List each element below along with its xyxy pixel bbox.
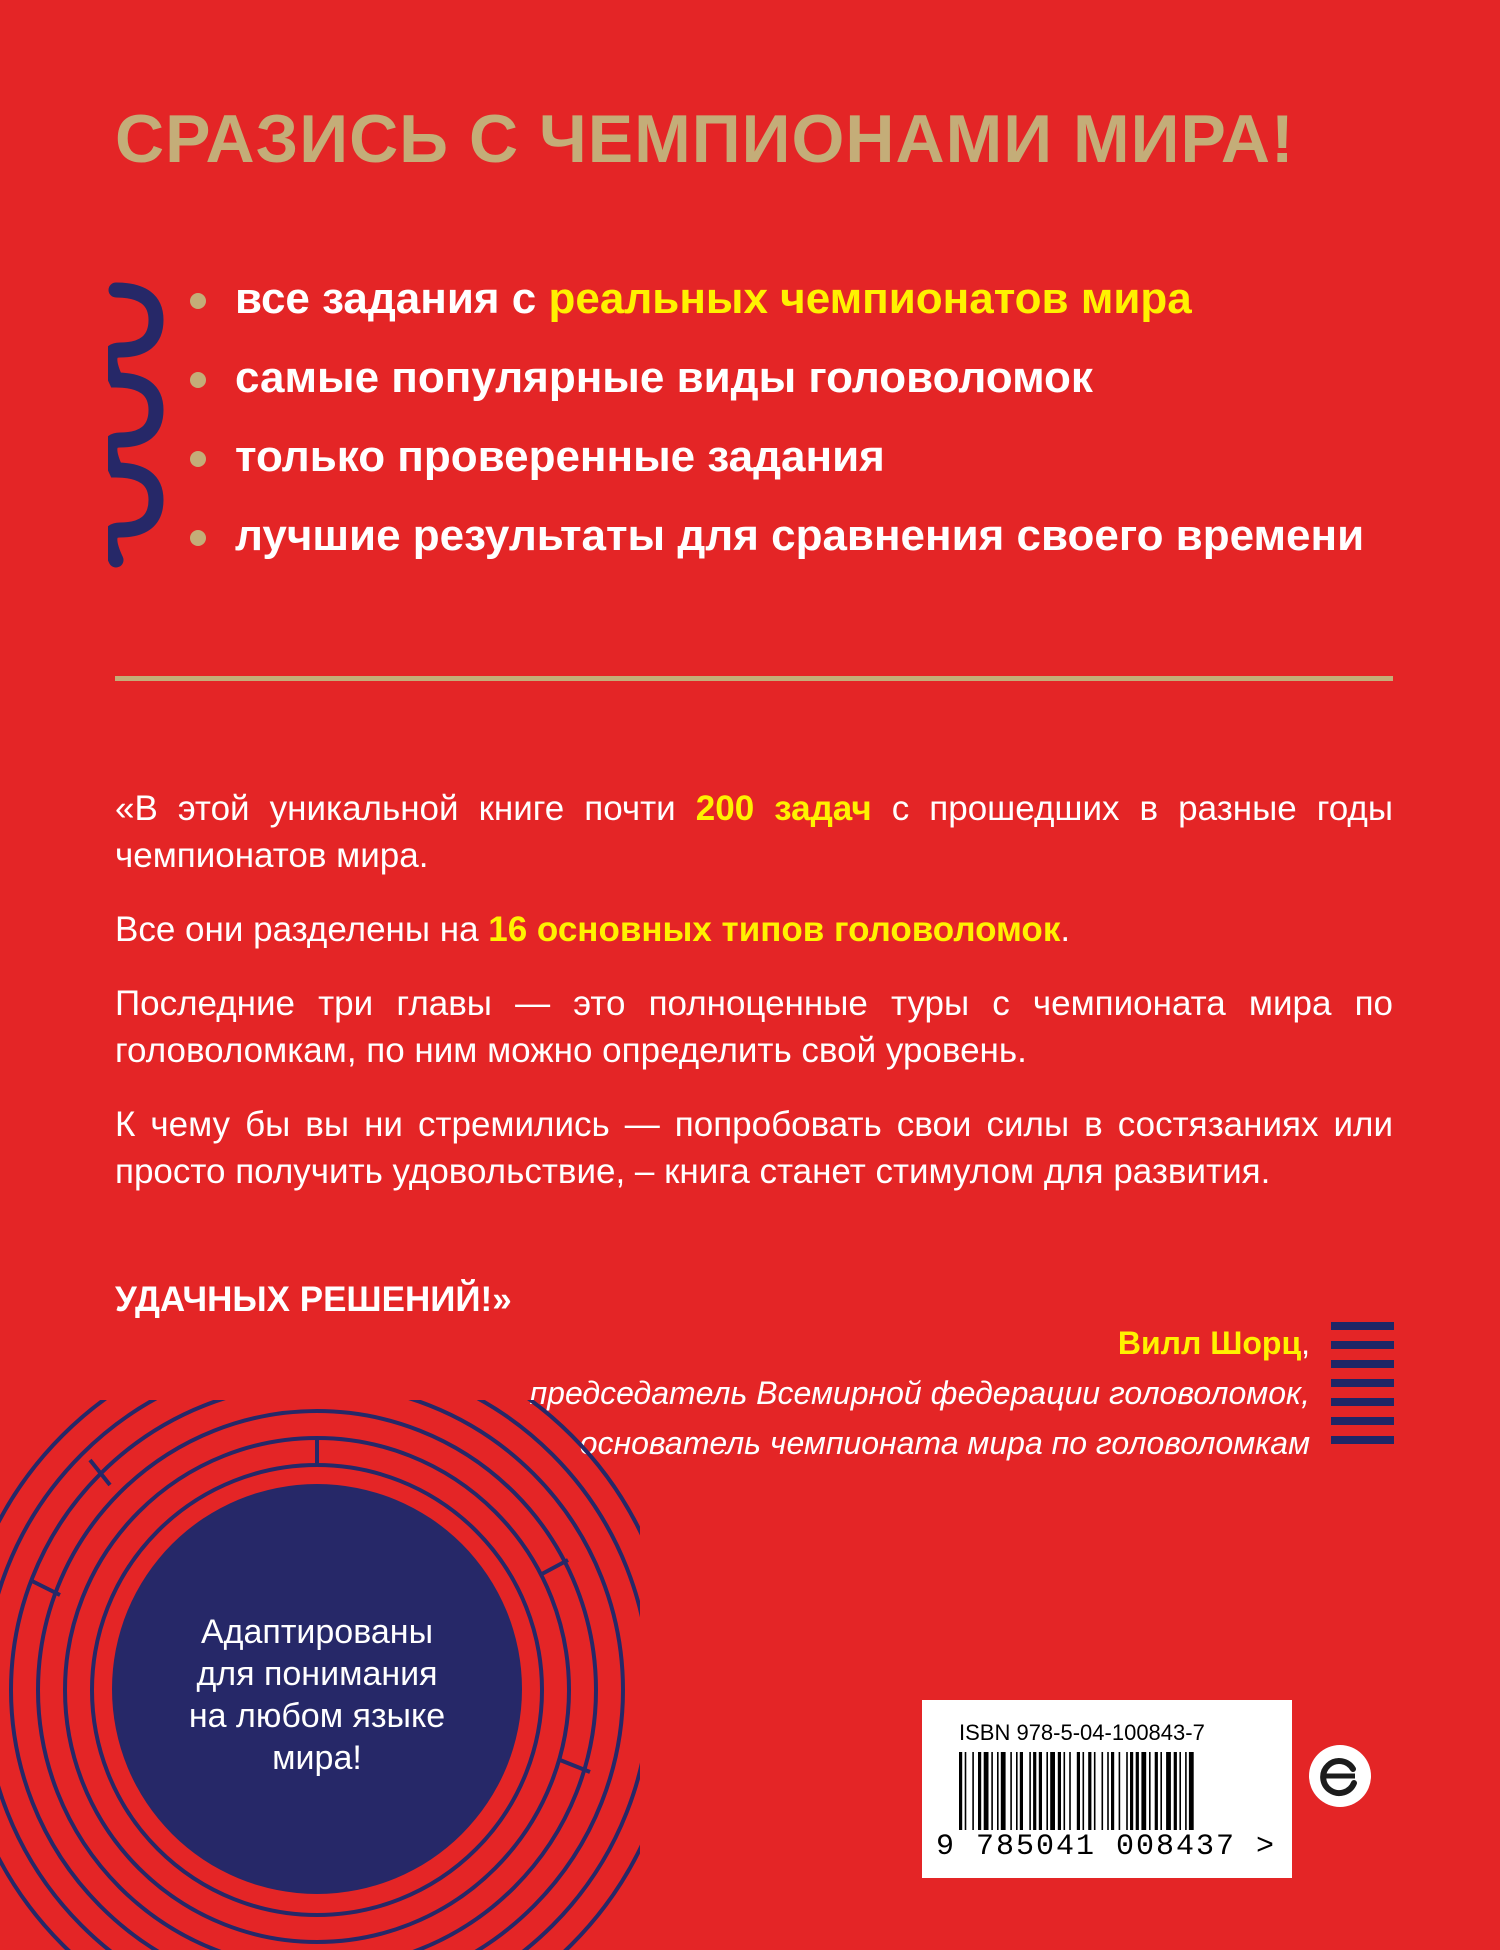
isbn-barcode-block: [922, 1700, 1292, 1878]
bullet-dot-icon: [190, 293, 206, 309]
info-badge: Адаптированы для понимания на любом языке мира!: [112, 1484, 522, 1894]
author-role: председатель Всемирной федерации головоломок,: [529, 1375, 1310, 1411]
page-title: СРАЗИСЬ С ЧЕМПИОНАМИ МИРА!: [115, 101, 1295, 177]
bullet-dot-icon: [190, 451, 206, 467]
isbn-label: ISBN 978-5-04-100843-7: [959, 1720, 1205, 1745]
quote-paragraph: К чему бы вы ни стремились — попробовать свои силы в состязаниях или просто получить удовольствие, – книга станет стимулом для развития.: [115, 1105, 1393, 1191]
bullet-dot-icon: [190, 530, 206, 546]
stripes-icon: [1331, 1322, 1394, 1455]
list-item: лучшие результаты для сравнения своего времени: [190, 505, 1364, 584]
divider: [115, 676, 1393, 681]
quote-block: [115, 785, 1393, 1222]
highlight-text: реальных чемпионатов мира: [548, 274, 1192, 323]
quote-paragraph: Все они разделены на 16 основных типов головоломок.: [115, 910, 1071, 949]
author-role: основатель чемпионата мира по головоломкам: [579, 1425, 1310, 1461]
bullet-dot-icon: [190, 372, 206, 388]
list-item: самые популярные виды головоломок: [190, 347, 1364, 426]
closing-phrase: УДАЧНЫХ РЕШЕНИЙ!»: [115, 1280, 512, 1319]
quote-paragraph: «В этой уникальной книге почти 200 задач с прошедших в разные годы чемпионатов мира.: [115, 789, 1393, 875]
list-item: только проверенные задания: [190, 426, 1364, 505]
quote-paragraph: Последние три главы — это полноценные туры с чемпионата мира по головоломкам, по ним можно определить свой уровень.: [115, 984, 1393, 1070]
list-item: все задания с реальных чемпионатов мира: [190, 268, 1364, 347]
author-name: Вилл Шорц: [1117, 1325, 1302, 1361]
wave-icon: [108, 282, 168, 572]
signature: Вилл Шорц, председатель Всемирной федерации головоломок, основатель чемпионата мира по головоломкам: [530, 1318, 1310, 1468]
feature-list: [190, 268, 1364, 584]
barcode-icon: [959, 1752, 1259, 1830]
isbn-digits: 9 785041 008437 >: [936, 1830, 1277, 1864]
publisher-logo-icon: [1309, 1745, 1371, 1807]
